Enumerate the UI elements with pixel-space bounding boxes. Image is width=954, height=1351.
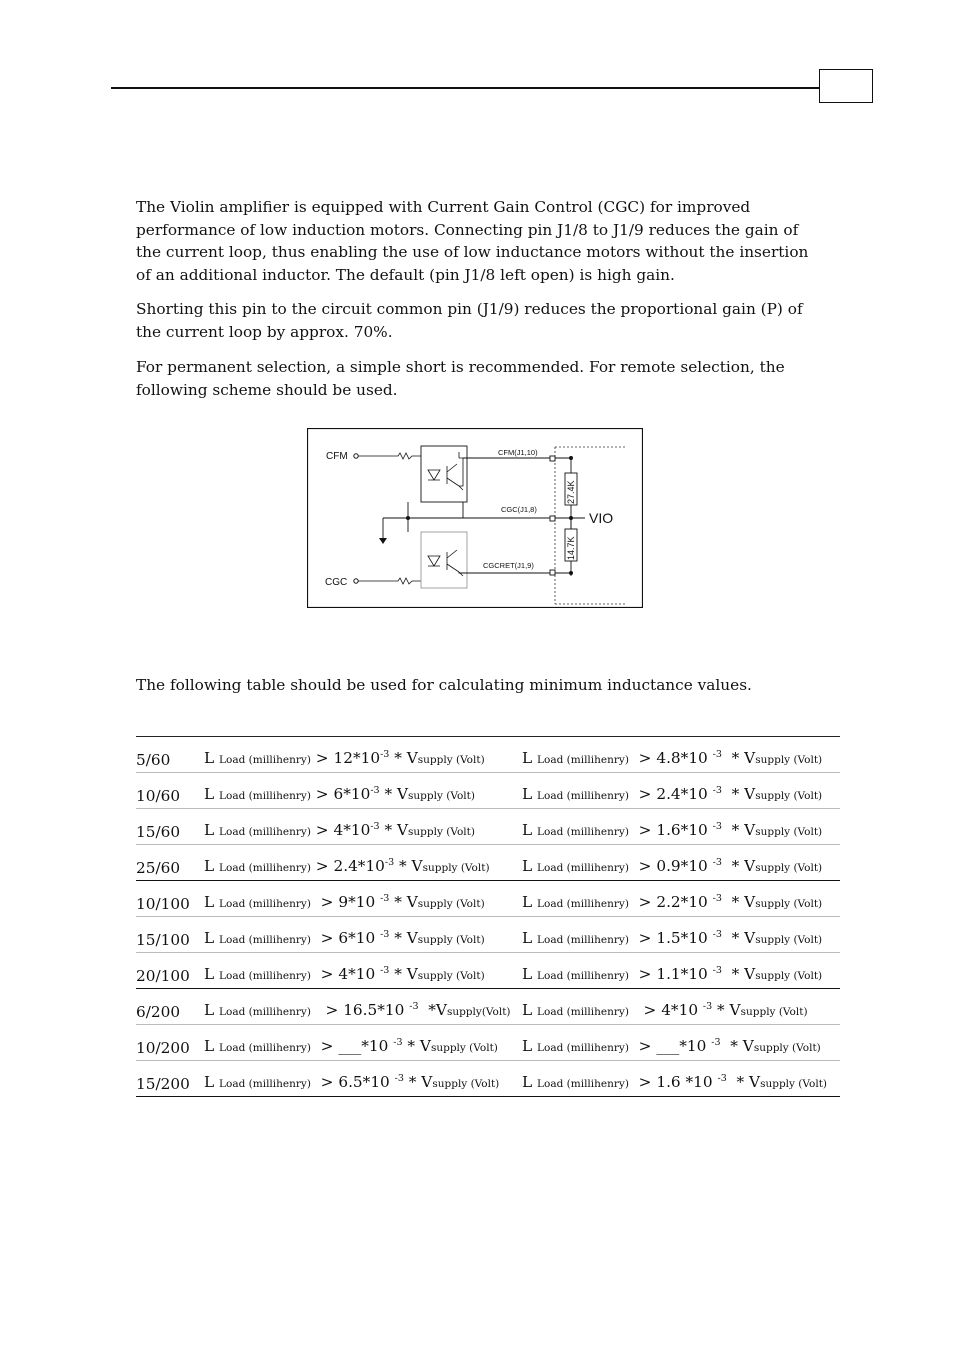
inductance-formula-a: L Load (millihenry) > 4*10 $^{-3}$ * Vsupply (Volt) (204, 965, 485, 983)
inductance-formula-a: L Load (millihenry) > ___*10 $^{-3}$ * Vsupply (Volt) (204, 1037, 498, 1055)
inductance-formula-a: L Load (millihenry) > 6.5*10 $^{-3}$ * Vsupply (Volt) (204, 1073, 500, 1091)
table-row (136, 809, 840, 845)
page-number-box (819, 69, 873, 103)
inductance-formula-b: L Load (millihenry) > 1.1*10 $^{-3}$ * Vsupply (Volt) (522, 965, 823, 983)
model-cell: 5/60 (136, 751, 171, 769)
pin-j1-10 (550, 456, 555, 461)
model-cell: 10/100 (136, 895, 190, 913)
inductance-formula-b: L Load (millihenry) > 4.8*10 $^{-3}$ * Vsupply (Volt) (522, 749, 823, 767)
table-row (136, 773, 840, 809)
inductance-formula-a: L Load (millihenry) > $2.4*10^{-3}$ * Vsupply (Volt) (204, 857, 490, 875)
model-cell: 6/200 (136, 1003, 181, 1021)
table-row (136, 989, 840, 1025)
paragraph-selection: For permanent selection, a simple short is recommended. For remote selection, the following scheme should be used. (136, 358, 785, 399)
inductance-formula-b: L Load (millihenry) > 1.6*10 $^{-3}$ * Vsupply (Volt) (522, 821, 823, 839)
model-cell: 15/200 (136, 1075, 190, 1093)
header-rule (111, 87, 819, 89)
inductance-formula-b: L Load (millihenry) > ___*10 $^{-3}$ * Vsupply (Volt) (522, 1037, 821, 1055)
inductance-formula-b: L Load (millihenry) > 1.5*10 $^{-3}$ * Vsupply (Volt) (522, 929, 823, 947)
inductance-formula-a: L Load (millihenry) > $4*10^{-3}$ * Vsupply (Volt) (204, 821, 475, 839)
inductance-formula-b: L Load (millihenry) > 4*10 $^{-3}$ * Vsupply (Volt) (522, 1001, 808, 1019)
vio-label: VIO (589, 510, 614, 526)
pin-label-cgcret: CGCRET(J1,9) (483, 561, 534, 570)
inductance-formula-a: L Load (millihenry) > 9*10 $^{-3}$ * Vsupply (Volt) (204, 893, 485, 911)
pin-j1-8 (550, 516, 555, 521)
resistor-label-14-7k: 14.7K (566, 536, 576, 560)
inductance-formula-b: L Load (millihenry) > 2.2*10 $^{-3}$ * Vsupply (Volt) (522, 893, 823, 911)
junction-left (406, 516, 410, 520)
table-row (136, 881, 840, 917)
table-row (136, 1025, 840, 1061)
model-cell: 20/100 (136, 967, 190, 985)
table-row (136, 917, 840, 953)
model-cell: 10/60 (136, 787, 181, 805)
pin-label-cfm: CFM(J1,10) (498, 448, 538, 457)
optocoupler-bottom (421, 532, 467, 588)
cfm-input-label: CFM (326, 451, 348, 462)
table-row (136, 737, 840, 773)
inductance-formula-a: L Load (millihenry) > $12*10^{-3}$ * Vsupply (Volt) (204, 749, 485, 767)
table-row (136, 953, 840, 989)
model-cell: 10/200 (136, 1039, 190, 1057)
table-row (136, 845, 840, 881)
paragraph-table-intro: The following table should be used for calculating minimum inductance values. (136, 676, 752, 694)
pin-label-cgc: CGC(J1,8) (501, 505, 537, 514)
table-row (136, 1061, 840, 1097)
cgc-input-label: CGC (325, 577, 348, 588)
inductance-formula-b: L Load (millihenry) > 1.6 *10 $^{-3}$ * Vsupply (Volt) (522, 1073, 828, 1091)
model-cell: 15/100 (136, 931, 190, 949)
cgc-terminal (354, 579, 358, 583)
cfm-terminal (354, 454, 358, 458)
optocoupler-top (421, 446, 467, 502)
inductance-formula-b: L Load (millihenry) > 0.9*10 $^{-3}$ * Vsupply (Volt) (522, 857, 823, 875)
inductance-formula-b: L Load (millihenry) > 2.4*10 $^{-3}$ * Vsupply (Volt) (522, 785, 823, 803)
paragraph-cgc-intro: The Violin amplifier is equipped with Current Gain Control (CGC) for improved performance of low induction motors. Connecting pin J1/8 to J1/9 reduces the gain of the current loop, thus enabling the use of low inductance motors without the insertion of an additional inductor. The default (pin J1/8 left open) is high gain. (136, 198, 809, 284)
paragraph-shorting: Shorting this pin to the circuit common pin (J1/9) reduces the proportional gain (P) of the current loop by approx. 70%. (136, 300, 803, 341)
inductance-formula-a: L Load (millihenry) > 16.5*10 $^{-3}$ *Vsupply(Volt) (204, 1001, 511, 1019)
model-cell: 15/60 (136, 823, 181, 841)
model-cell: 25/60 (136, 859, 181, 877)
resistor-label-27-4k: 27.4K (566, 480, 576, 504)
inductance-formula-a: L Load (millihenry) > 6*10 $^{-3}$ * Vsupply (Volt) (204, 929, 485, 947)
inductance-formula-a: L Load (millihenry) > $6*10^{-3}$ * Vsupply (Volt) (204, 785, 475, 803)
pin-j1-9 (550, 570, 555, 575)
cgc-schematic-diagram (307, 428, 643, 608)
